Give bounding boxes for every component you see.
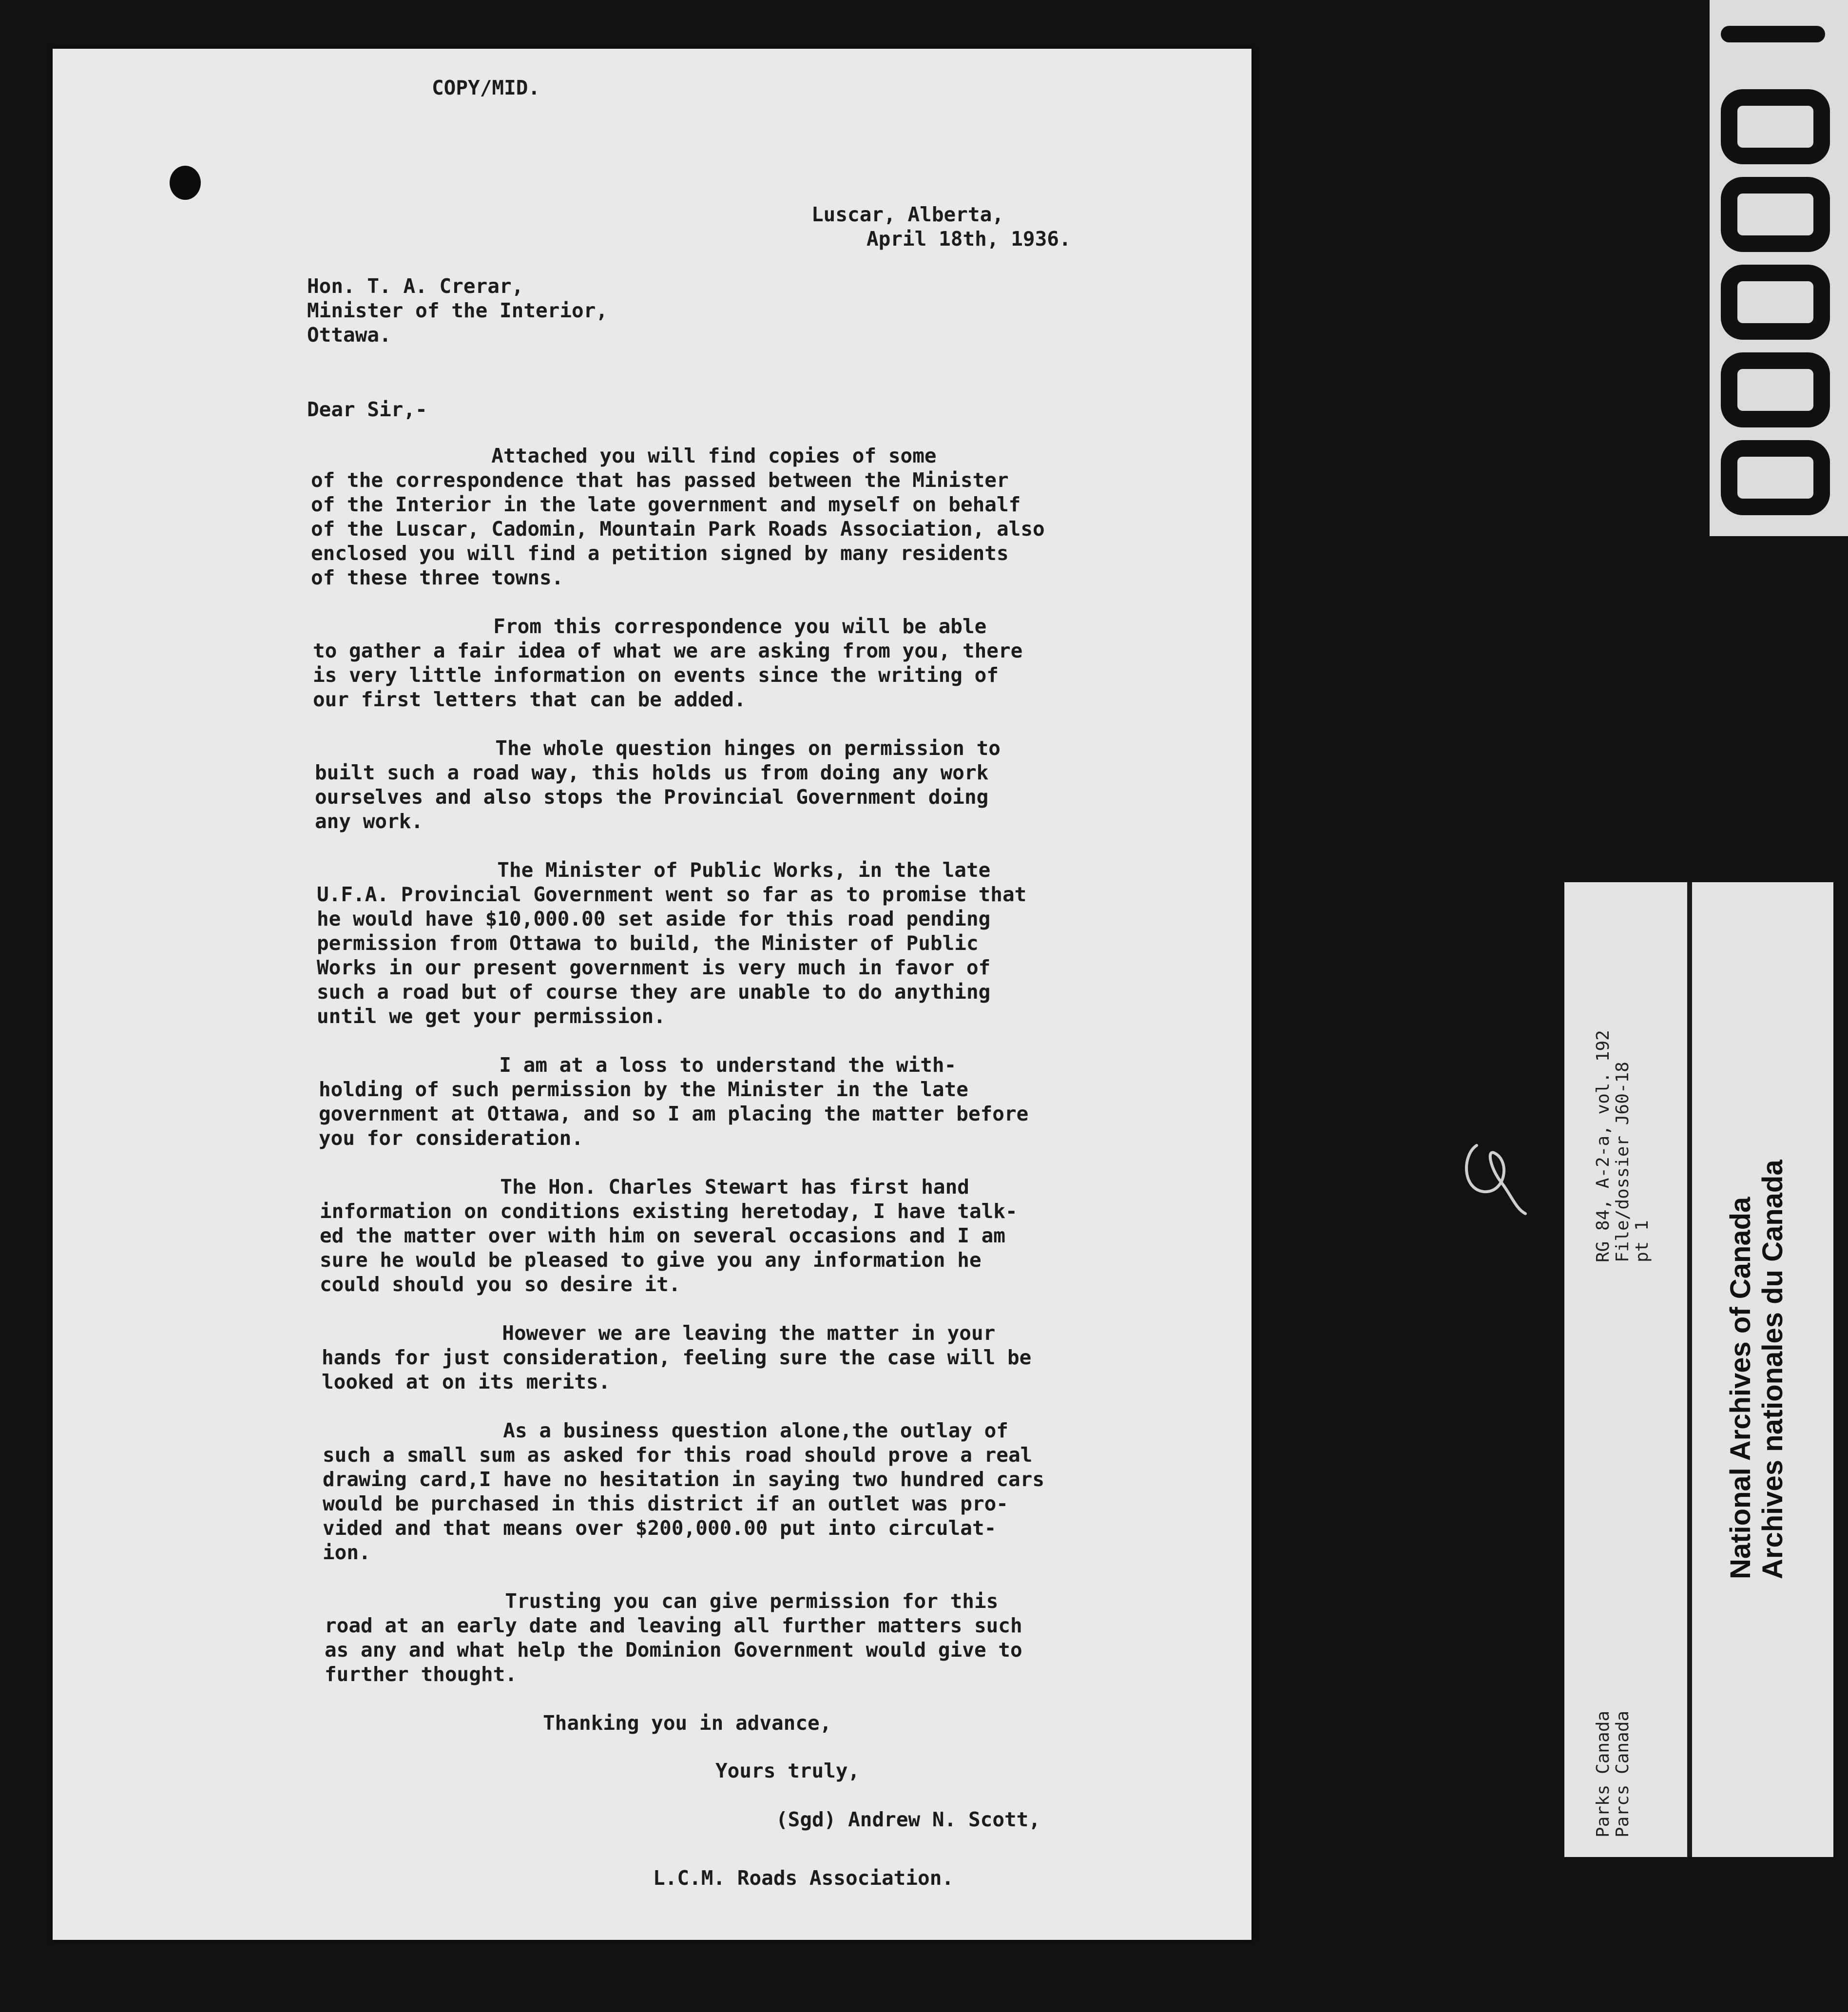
body-line: hands for just consideration, feeling sure the case will be xyxy=(322,1346,1032,1369)
body-line: Works in our present government is very much in favor of xyxy=(317,956,991,979)
letter-page xyxy=(53,49,1251,1940)
body-line: until we get your permission. xyxy=(317,1005,666,1028)
body-line: as any and what help the Dominion Government would give to xyxy=(325,1638,1022,1662)
archives-card xyxy=(1564,882,1833,1857)
body-line: ion. xyxy=(323,1541,371,1564)
digit-zero xyxy=(1729,185,1822,244)
digit-zero xyxy=(1729,97,1822,156)
body-line: any work. xyxy=(315,810,424,833)
institution-line: National Archives of Canada xyxy=(1725,1197,1756,1579)
salutation: Dear Sir,- xyxy=(307,398,427,421)
copy-mark: COPY/MID. xyxy=(432,76,540,99)
body-line: enclosed you will find a petition signed by many residents xyxy=(311,542,1009,565)
body-line: U.F.A. Provincial Government went so far as to promise that xyxy=(317,883,1027,906)
body-line: vided and that means over $200,000.00 put into circulat- xyxy=(323,1516,997,1540)
body-line: of the Luscar, Cadomin, Mountain Park Roads Association, also xyxy=(311,517,1045,541)
agency-line: Parks Canada xyxy=(1593,1710,1613,1838)
body-line: you for consideration. xyxy=(319,1126,584,1150)
recipient-line: Hon. T. A. Crerar, xyxy=(307,274,524,298)
frame-number-strip xyxy=(1710,0,1848,536)
body-line: From this correspondence you will be able xyxy=(313,615,987,638)
digit-zero xyxy=(1729,448,1822,507)
reference-line: File/dossier J60-18 xyxy=(1613,1062,1633,1262)
frame-number-digits xyxy=(1710,0,1848,536)
closing-line: Thanking you in advance, xyxy=(543,1711,832,1735)
body-line: he would have $10,000.00 set aside for this road pending xyxy=(317,907,991,930)
reference-line: RG 84, A-2-a, vol. 192 xyxy=(1593,1030,1613,1262)
body-line: could should you so desire it. xyxy=(320,1273,681,1296)
digit-zero xyxy=(1729,361,1822,419)
body-line: government at Ottawa, and so I am placing the matter before xyxy=(319,1102,1029,1125)
body-line: holding of such permission by the Minister in the late xyxy=(319,1078,968,1101)
reference-line: pt 1 xyxy=(1632,1220,1652,1262)
recipient-line: Ottawa. xyxy=(307,323,391,347)
body-line: further thought. xyxy=(325,1663,517,1686)
body-line: would be purchased in this district if an outlet was pro- xyxy=(323,1492,1008,1515)
body-line: built such a road way, this holds us from doing any work xyxy=(315,761,989,784)
body-line: of the correspondence that has passed between the Minister xyxy=(311,468,1009,492)
place-line: Luscar, Alberta, xyxy=(811,203,1004,226)
body-line: such a road but of course they are unable to do anything xyxy=(317,980,991,1004)
digit-zero xyxy=(1729,273,1822,331)
body-line: road at an early date and leaving all further matters such xyxy=(325,1614,1022,1637)
recipient-line: Minister of the Interior, xyxy=(307,299,608,322)
body-line: However we are leaving the matter in your xyxy=(322,1321,996,1345)
body-line: our first letters that can be added. xyxy=(313,688,746,711)
ink-blot xyxy=(170,166,201,200)
body-line: such a small sum as asked for this road should prove a real xyxy=(323,1443,1033,1467)
body-line: to gather a fair idea of what we are asking from you, there xyxy=(313,639,1023,662)
body-line: The Minister of Public Works, in the late xyxy=(317,858,991,882)
body-line: The whole question hinges on permission to xyxy=(315,736,1001,760)
agency-line: Parcs Canada xyxy=(1613,1710,1633,1838)
body-line: Attached you will find copies of some xyxy=(311,444,937,467)
body-line: of these three towns. xyxy=(311,566,564,589)
body-line: Trusting you can give permission for this xyxy=(325,1589,999,1613)
handwritten-mark xyxy=(1457,1136,1545,1223)
body-line: looked at on its merits. xyxy=(322,1370,611,1393)
body-line: I am at a loss to understand the with- xyxy=(319,1053,957,1077)
organization-line: L.C.M. Roads Association. xyxy=(653,1866,954,1890)
body-line: As a business question alone,the outlay of xyxy=(323,1419,1008,1442)
valediction: Yours truly, xyxy=(715,1759,860,1782)
date-line: April 18th, 1936. xyxy=(866,227,1071,251)
body-line: The Hon. Charles Stewart has first hand xyxy=(320,1175,969,1199)
body-line: ed the matter over with him on several occasions and I am xyxy=(320,1224,1005,1247)
body-line: ourselves and also stops the Provincial Government doing xyxy=(315,785,989,809)
signature: (Sgd) Andrew N. Scott, xyxy=(776,1808,1041,1831)
body-line: is very little information on events since the writing of xyxy=(313,663,999,687)
body-line: information on conditions existing heretoday, I have talk- xyxy=(320,1199,1018,1223)
body-line: of the Interior in the late government and myself on behalf xyxy=(311,493,1021,516)
card-divider xyxy=(1687,882,1692,1857)
body-line: drawing card,I have no hesitation in saying two hundred cars xyxy=(323,1468,1045,1491)
body-line: sure he would be pleased to give you any information he xyxy=(320,1248,982,1272)
body-line: permission from Ottawa to build, the Minister of Public xyxy=(317,931,979,955)
institution-line: Archives nationales du Canada xyxy=(1757,1160,1789,1579)
